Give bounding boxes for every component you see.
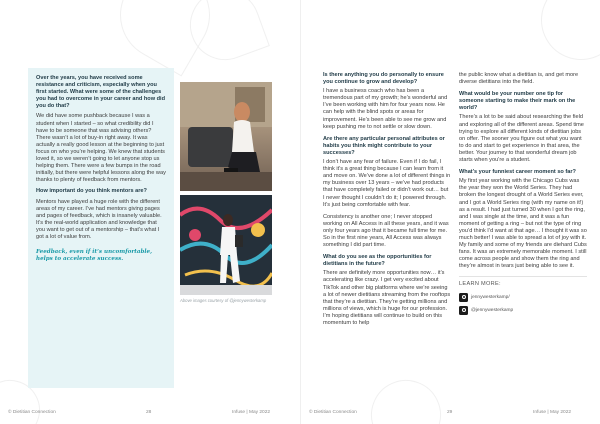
question: How important do you think mentors are? xyxy=(36,188,147,195)
question: Are there any particular personal attributes or habits you think might contribute to your successes? xyxy=(323,135,445,156)
leaf-decoration xyxy=(180,0,270,70)
question: What’s your funniest career moment so far? xyxy=(459,169,576,176)
footer-publisher: © Dietitian Connection xyxy=(8,410,56,415)
question: Is there anything you do personally to ensure you continue to grow and develop? xyxy=(323,72,444,86)
photo-seated-portrait xyxy=(180,82,272,191)
social-handle-text: jennywesterkamp/ xyxy=(471,294,510,300)
photo-mural-walking xyxy=(180,195,272,295)
answer: the public know what a dietitian is, and get more diverse dietitians into the field. xyxy=(459,72,579,86)
social-handle[interactable] xyxy=(459,306,587,315)
answer: There are definitely more opportunities now… it’s accelerating like crazy. I get very excited about TikTok and other big platforms where we’re seeing a lot of newer dietitians streaming from the rooftops that they’re a dietitian. They’re getting millions and millions of views, which is huge for our profession. I’m hoping dietitians will continue to build on this momentum to help xyxy=(323,270,451,326)
instagram-icon xyxy=(459,306,468,315)
leaf-decoration xyxy=(525,0,600,76)
question: Over the years, you have received some resistance and criticism, especially when you first started. What were some of the challenges you had to overcome in your career and how did you do that? xyxy=(36,75,165,110)
answer: We did have some pushback because I was a student when I started – so what credibility did I have to be someone that was advising others? There wasn’t a lot of buy-in right away. It was actually a really good lesson at the beginning to just focus on who you’re helping. We knew that students loved it, so we weren’t going to let anyone stop us helping them. There were a few bumps in the road initially, but there were helpful lessons along the way thanks to plenty of feedback from mentors. xyxy=(36,113,166,184)
right-page xyxy=(300,0,600,424)
social-handle-text: @jennywesterkamp xyxy=(471,307,514,313)
answer: Mentors have played a huge role with the different areas of my career. I’ve had mentors giving pages and pages of feedback, which is insanely valuable. It’s the real-world application and knowledge that you want to get out of a mentorship – that’s what I got a lot of value from. xyxy=(36,198,162,240)
question: What would be your number one tip for someone starting to make their mark on the world? xyxy=(459,91,576,112)
page-number: 28 xyxy=(146,410,152,415)
text-column-2 xyxy=(459,72,587,319)
footer-publisher: © Dietitian Connection xyxy=(309,410,357,415)
footer-issue: Infuse | May 2022 xyxy=(232,410,271,415)
leaf-decoration xyxy=(361,370,451,424)
footer-issue: Infuse | May 2022 xyxy=(533,410,572,415)
answer: My first year working with the Chicago Cubs was the year they won the World Series. They had broken the longest drought of a World Series ever, and I got a World Series ring (with my name on it!) as a result. I had just turned 30 when I got the ring, and I was single at the time, and it was a fun moment of getting a ring – but not the type of ring you’d think I’d want at that age… I thought it was so much better! I was able to spread a lot of joy with it. My family and some of my friends are diehard Cubs fans. It was an extremely memorable moment. I still come across people and show them the ring and they’re almost in tears just being able to see it. xyxy=(459,178,587,270)
page-number: 29 xyxy=(447,410,453,415)
text-column-1 xyxy=(323,72,451,332)
question: What do you see as the opportunities for dietitians in the future? xyxy=(323,254,432,268)
learn-more-title: LEARN MORE: xyxy=(459,281,501,288)
interview-callout xyxy=(28,68,174,388)
answer: I have a business coach who has been a tremendous part of my growth; he’s wonderful and I’ve been working with him for four years now. He can help with the blind spots or areas for improvement. He’s been able to see me grow and keep pushing me to not settle or slow down. xyxy=(323,88,448,130)
photo-caption: Above images courtesy of @jennywesterkamp xyxy=(180,298,267,303)
pull-quote: Feedback, even if it’s uncomfortable, helps to accelerate success. xyxy=(36,249,153,263)
learn-more-box xyxy=(459,276,587,314)
answer: There’s a lot to be said about researching the field and exploring all of the different areas. Spend time trying to explore all different kinds of dietitian jobs on offer. The sooner you figure out what you want to do and start to get experience in that area, the better. Your journey to that wonderful dream job starts when you’re a student. xyxy=(459,114,584,164)
answer: I don’t have any fear of failure. Even if I do fail, I think it’s a great thing because I can learn from it and move on. We’ve done a lot of different things in my business over 13 years – we’ve had products that have completely failed or didn’t work out… but I never thought I couldn’t do it; I powered through. It’s just being comfortable with fear. xyxy=(323,159,451,208)
instagram-icon xyxy=(459,293,468,302)
social-handle[interactable] xyxy=(459,293,587,302)
answer: Consistency is another one; I never stopped working on All Access in all these years, and it was only four years ago that it became full time for me. So in the first nine years, All Access was always something I did part time. xyxy=(323,213,449,249)
